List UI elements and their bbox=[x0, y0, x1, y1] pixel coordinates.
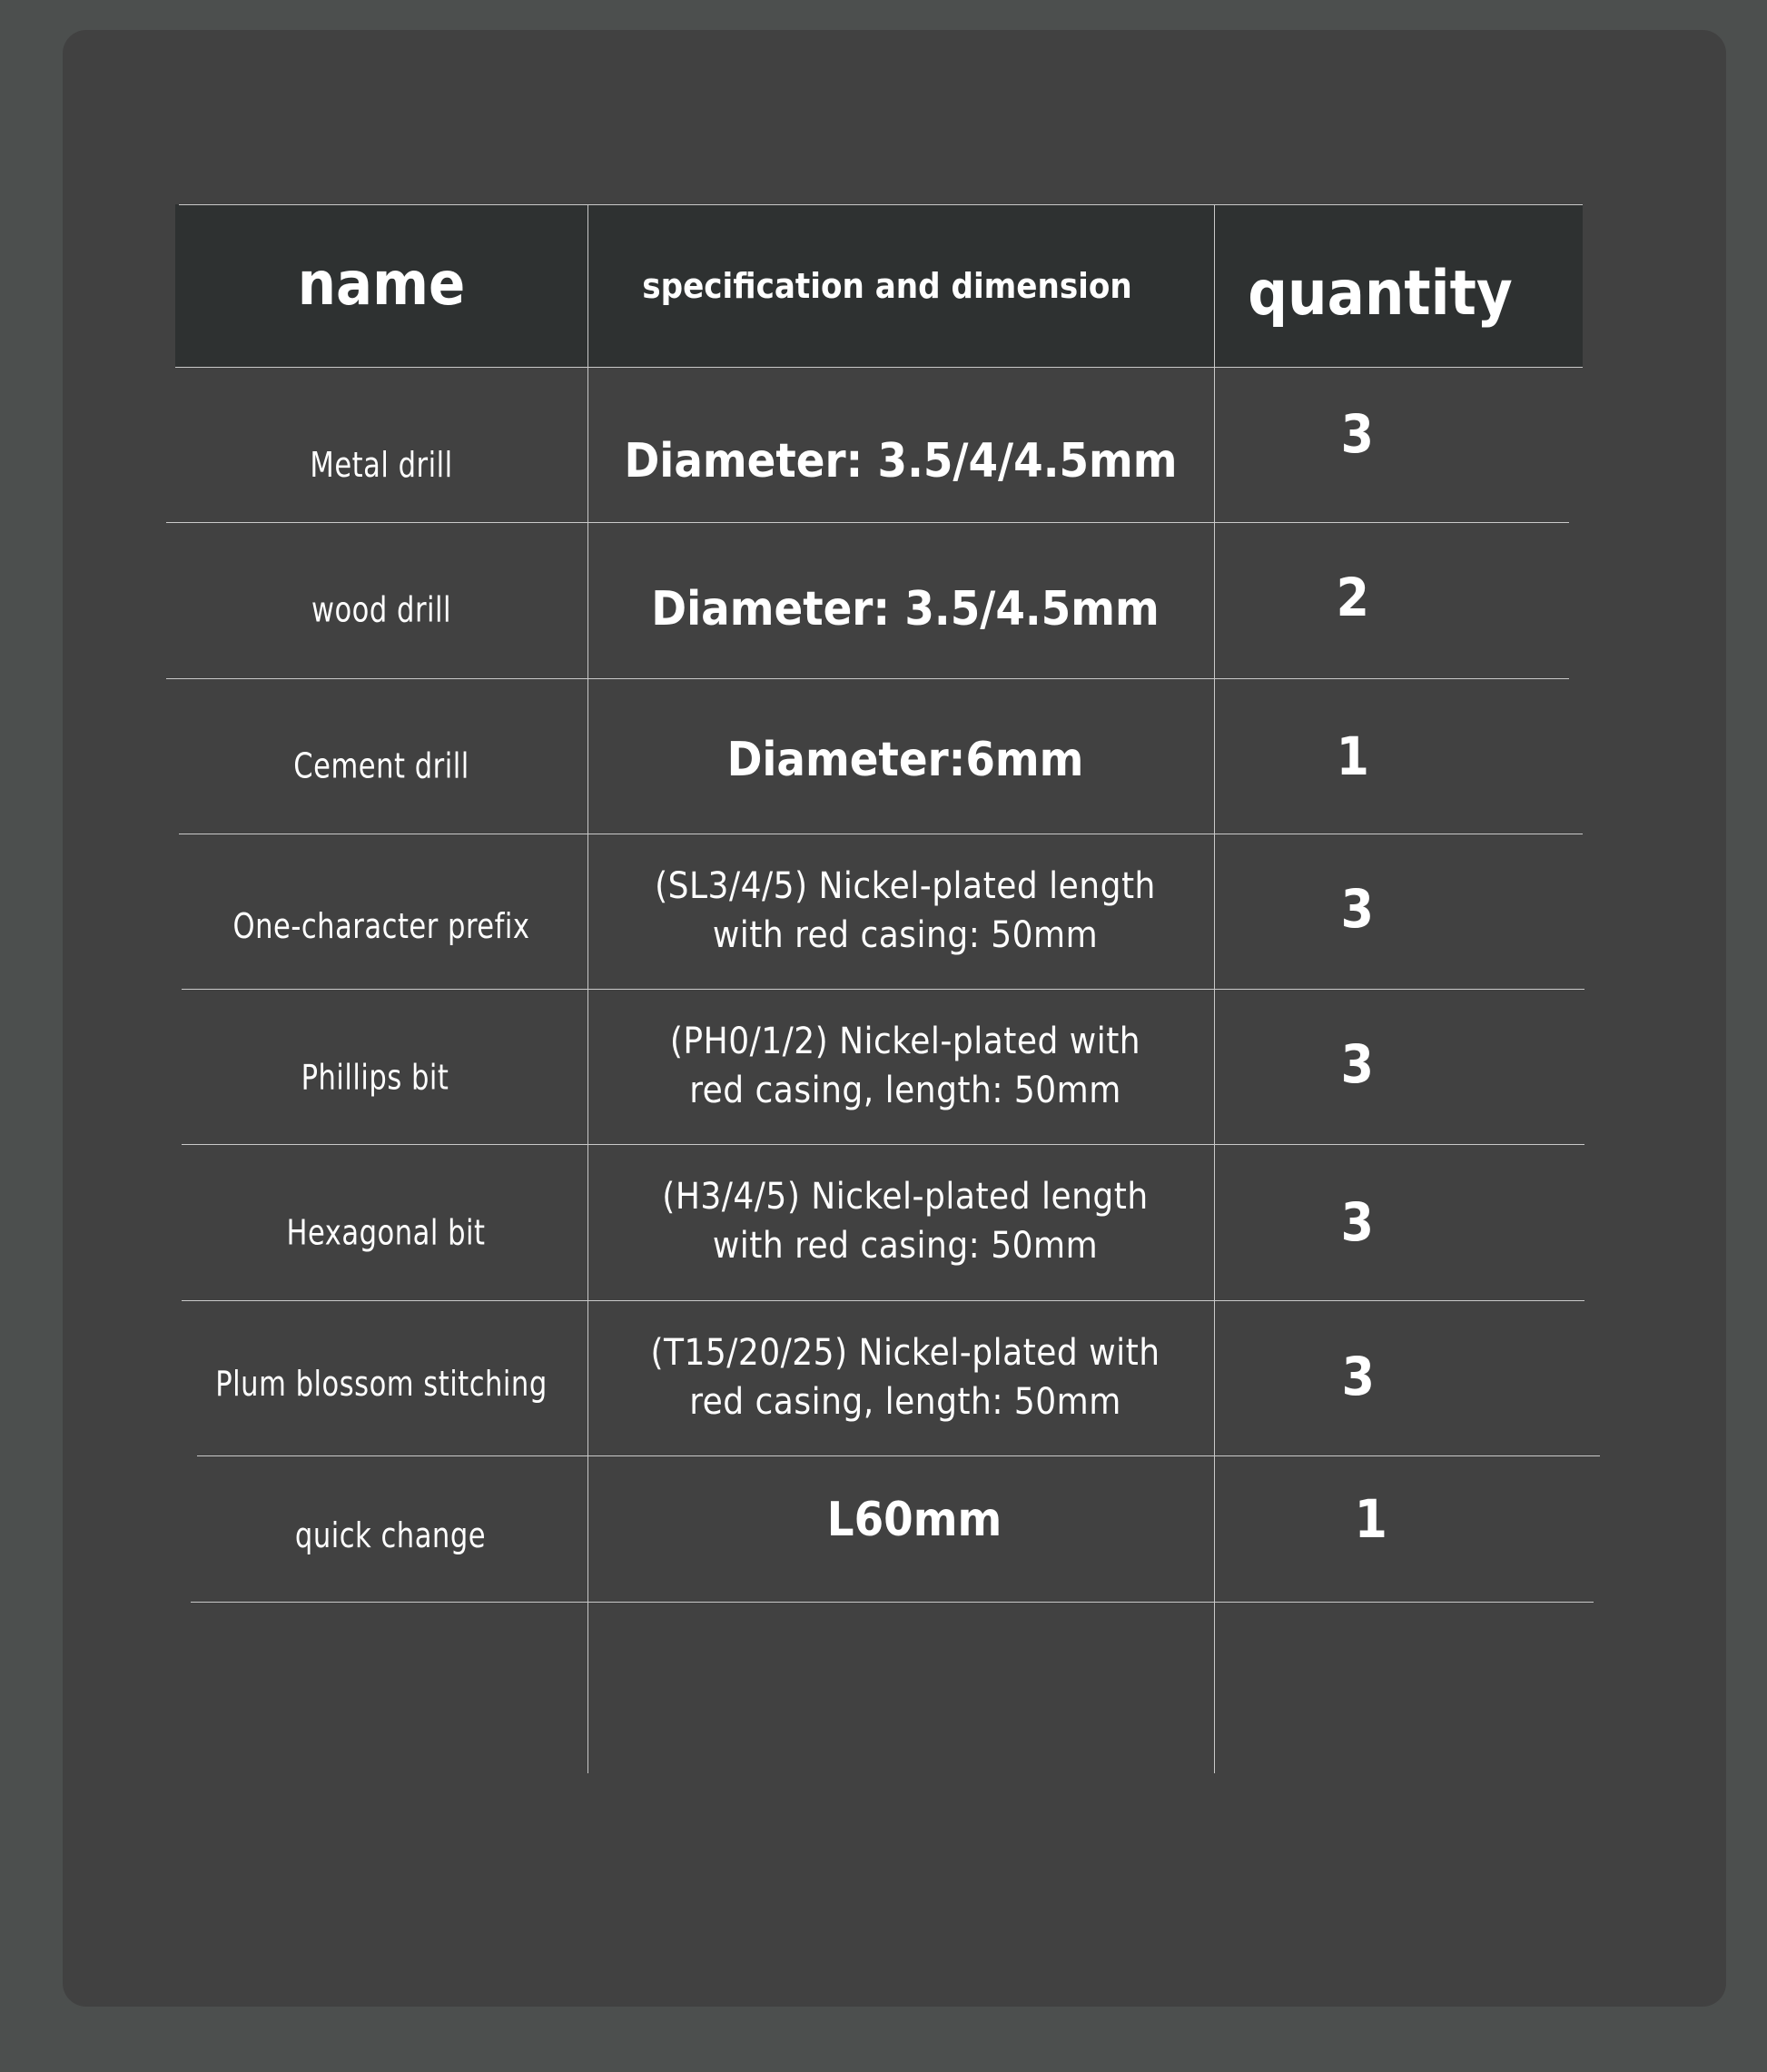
row-name: Cement drill bbox=[293, 745, 469, 787]
row-quantity: 1 bbox=[1336, 725, 1370, 787]
row-quantity: 3 bbox=[1341, 1345, 1376, 1407]
row-spec: Diameter:6mm bbox=[726, 732, 1084, 787]
row-name: Phillips bit bbox=[301, 1057, 449, 1099]
row-spec: L60mm bbox=[826, 1492, 1002, 1547]
header-spec: specification and dimension bbox=[642, 265, 1132, 306]
row-quantity: 1 bbox=[1354, 1487, 1388, 1550]
row-quantity: 3 bbox=[1340, 402, 1375, 465]
header-name: name bbox=[297, 249, 466, 319]
row-name: One-character prefix bbox=[232, 905, 530, 947]
row-spec: (SL3/4/5) Nickel-plated length with red casing: 50mm bbox=[655, 864, 1156, 956]
row-name: wood drill bbox=[311, 589, 452, 631]
row-quantity: 3 bbox=[1340, 1191, 1375, 1253]
row-quantity: 3 bbox=[1340, 1032, 1375, 1095]
row-name: quick change bbox=[294, 1515, 487, 1556]
row-spec: Diameter: 3.5/4.5mm bbox=[651, 582, 1160, 636]
header-quantity: quantity bbox=[1248, 258, 1513, 330]
row-name: Hexagonal bit bbox=[286, 1212, 486, 1254]
row-quantity: 3 bbox=[1340, 877, 1375, 940]
row-spec: Diameter: 3.5/4/4.5mm bbox=[624, 433, 1178, 488]
row-spec: (T15/20/25) Nickel-plated with red casing, length: 50mm bbox=[650, 1331, 1160, 1423]
row-name: Metal drill bbox=[310, 444, 453, 486]
row-quantity: 2 bbox=[1336, 567, 1370, 628]
row-spec: (PH0/1/2) Nickel-plated with red casing, length: 50mm bbox=[669, 1020, 1141, 1111]
row-name: Plum blossom stitching bbox=[215, 1363, 548, 1405]
row-spec: (H3/4/5) Nickel-plated length with red casing: 50mm bbox=[662, 1176, 1149, 1267]
